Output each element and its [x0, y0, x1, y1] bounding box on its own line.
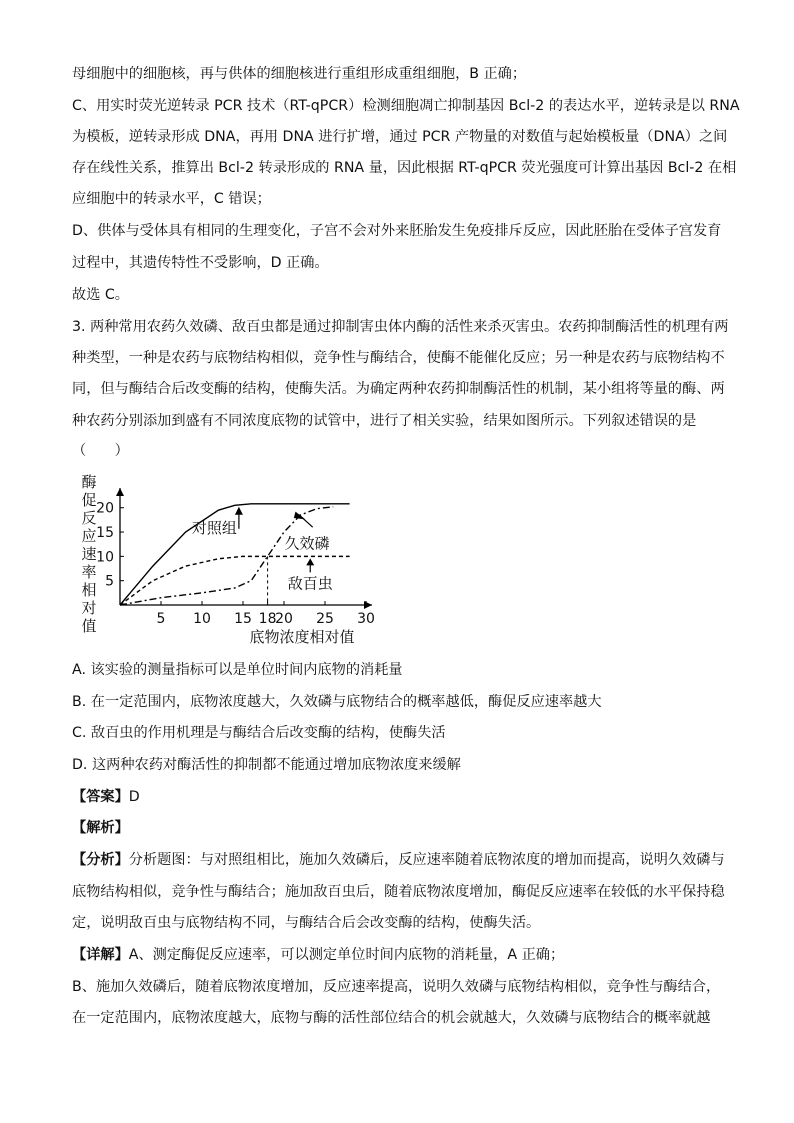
option-d: D. 这两种农药对酶活性的抑制都不能通过增加底物浓度来缓解 — [72, 757, 461, 773]
y-tick-label: 15 — [96, 525, 114, 542]
series-label-dibaichong: 敌百虫 — [287, 574, 333, 593]
enzyme-rate-chart — [74, 470, 394, 650]
jiuxiaolin-arrow-head — [294, 512, 305, 520]
analysis-tag: 【解析】 — [72, 820, 129, 836]
question-bracket: （ ） — [72, 443, 129, 459]
text-line: C、用实时荧光逆转录 PCR 技术（RT-qPCR）检测细胞凋亡抑制基因 Bcl-2 的表达水平，逆转录是以 RNA — [72, 98, 740, 114]
text-line: 存在线性关系，推算出 Bcl-2 转录形成的 RNA 量，因此根据 RT-qPCR 荧光强度可计算出基因 Bcl-2 在相 — [72, 160, 737, 176]
xiangjie-line: 在一定范围内，底物浓度越大，底物与酶的活性部位结合的机会就越大，久效磷与底物结合的概率就越 — [72, 1010, 711, 1026]
x-axis-label: 底物浓度相对值 — [249, 628, 355, 646]
y-tick-label: 5 — [105, 573, 114, 590]
text-line: 母细胞中的细胞核，再与供体的细胞核进行重组形成重组细胞，B 正确； — [72, 66, 527, 82]
xiangjie-line: B、施加久效磷后，随着底物浓度增加，反应速率提高，说明久效磷与底物结构相似，竞争性与酶结合， — [72, 979, 721, 995]
control-arrow-head — [235, 507, 243, 515]
text-line: 为模板，逆转录形成 DNA，再用 DNA 进行扩增，通过 PCR 产物量的对数值与起始模板量（DNA）之间 — [72, 129, 728, 145]
y-axis-arrow — [116, 488, 124, 496]
y-tick-label: 10 — [96, 549, 114, 566]
y-axis-label-char: 促 — [81, 491, 97, 509]
question-line: 3. 两种常用农药久效磷、敌百虫都是通过抑制害虫体内酶的活性来杀灭害虫。农药抑制酶活性的机理有两 — [72, 319, 729, 335]
answer-line — [72, 787, 140, 807]
y-axis-label-char: 速 — [81, 545, 97, 563]
xiangjie-text: A、测定酶促反应速率，可以测定单位时间内底物的消耗量，A 正确； — [128, 947, 565, 963]
fenxi-line: 底物结构相似，竞争性与酶结合；施加敌百虫后，随着底物浓度增加，酶促反应速率在较低的水平保持稳 — [72, 884, 725, 900]
x-tick-label: 10 — [193, 611, 211, 627]
y-axis-label-char: 应 — [81, 527, 97, 545]
fenxi-line — [72, 850, 725, 870]
option-c: C. 敌百虫的作用机理是与酶结合后改变酶的结构，使酶失活 — [72, 725, 446, 741]
question-line: 种农药分别添加到盛有不同浓度底物的试管中，进行了相关实验，结果如图所示。下列叙述错误的是 — [72, 413, 697, 429]
option-b: B. 在一定范围内，底物浓度越大，久效磷与底物结合的概率越低，酶促反应速率越大 — [72, 694, 602, 710]
y-axis-label-char: 率 — [81, 563, 97, 581]
text-line: 应细胞中的转录水平，C 错误； — [72, 191, 271, 207]
x-tick-label: 18 — [258, 611, 277, 627]
x-tick-label: 15 — [234, 611, 252, 627]
y-axis-label-char: 反 — [81, 509, 97, 527]
y-tick-label: 20 — [96, 500, 114, 517]
y-axis-label-char: 值 — [81, 617, 97, 635]
x-tick-label: 25 — [316, 611, 334, 627]
xiangjie-tag: 【详解】 — [72, 947, 129, 963]
x-tick-label: 20 — [275, 611, 293, 627]
fenxi-text: 分析题图：与对照组相比，施加久效磷后，反应速率随着底物浓度的增加而提高，说明久效磷与 — [128, 852, 725, 868]
x-axis-arrow — [364, 601, 372, 609]
text-line: D、供体与受体具有相同的生理变化，子宫不会对外来胚胎发生免疫排斥反应，因此胚胎在受体子宫发育 — [72, 223, 722, 239]
x-tick-label: 5 — [156, 611, 166, 627]
y-axis-label-char: 酶 — [81, 473, 97, 491]
y-axis-label-char: 对 — [81, 599, 97, 617]
text-line: 故选 C。 — [72, 287, 129, 303]
text-line: 过程中，其遗传特性不受影响，D 正确。 — [72, 255, 329, 271]
dibaichong-arrow-head — [306, 558, 314, 565]
question-line: 种类型，一种是农药与底物结构相似，竞争性与酶结合，使酶不能催化反应；另一种是农药与底物结构不 — [72, 350, 725, 366]
series-label-control: 对照组 — [191, 518, 237, 537]
y-axis-label-char: 相 — [81, 581, 97, 599]
series-label-jiuxiaolin: 久效磷 — [284, 534, 330, 553]
option-a: A. 该实验的测量指标可以是单位时间内底物的消耗量 — [72, 662, 403, 678]
x-tick-label: 30 — [357, 611, 375, 627]
fenxi-line: 定，说明敌百虫与底物结构不同，与酶结合后会改变酶的结构，使酶失活。 — [72, 915, 541, 931]
xiangjie-line — [72, 945, 564, 965]
fenxi-tag: 【分析】 — [72, 852, 129, 868]
answer-tag: 【答案】 — [72, 789, 129, 805]
answer-value: D — [128, 789, 140, 805]
question-line: 同，但与酶结合后改变酶的结构，使酶失活。为确定两种农药抑制酶活性的机制，某小组将等量的酶、两 — [72, 381, 725, 397]
